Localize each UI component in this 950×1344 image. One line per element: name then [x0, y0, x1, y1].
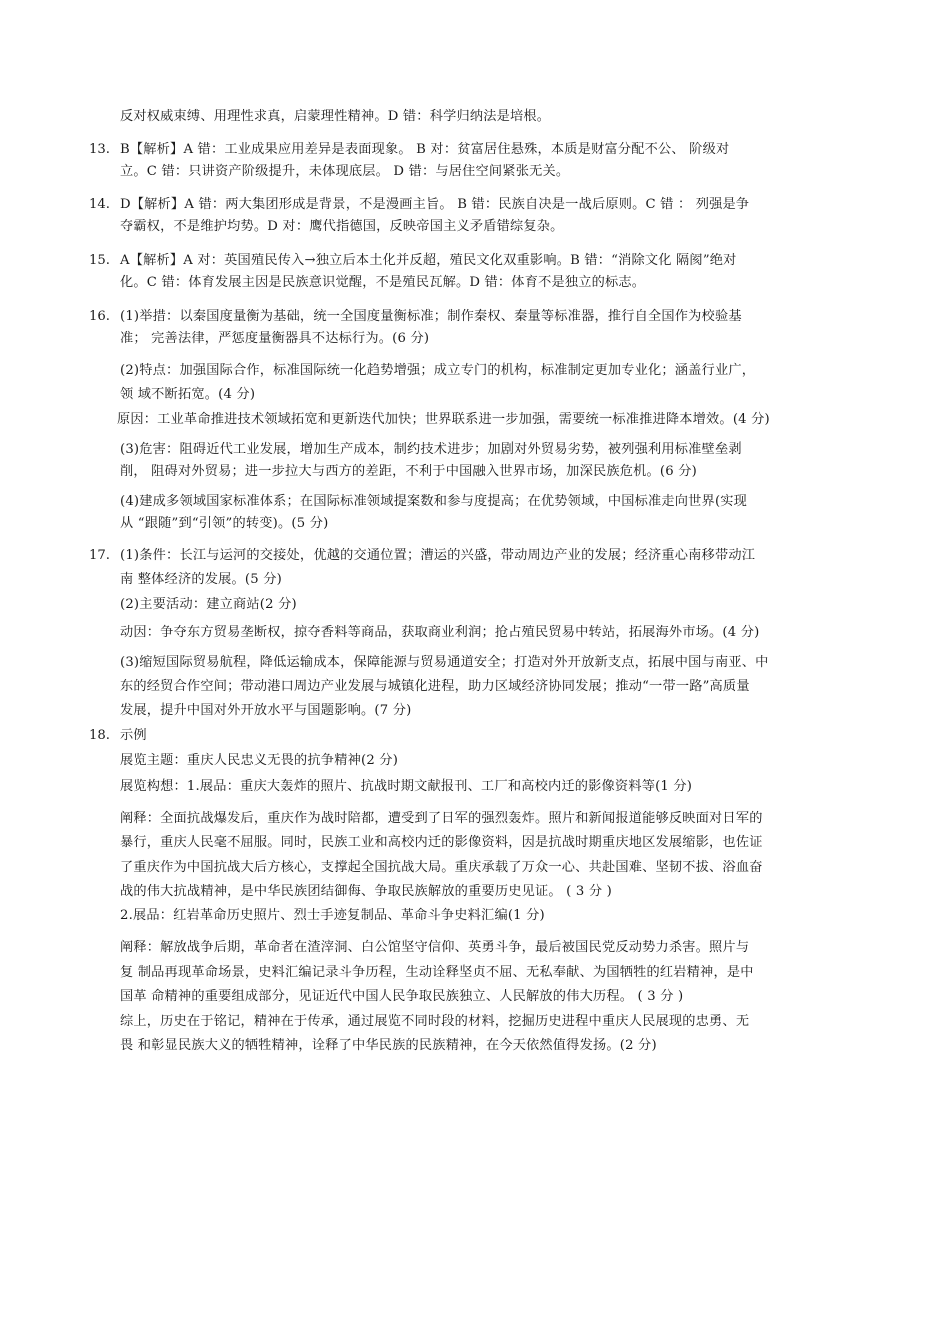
- item-15-number: 15.: [89, 253, 110, 268]
- item-18-line: 综上，历史在于铭记，精神在于传承，通过展览不同时段的材料，挖掘历史进程中重庆人民展现的忠勇、无: [120, 1014, 750, 1029]
- item-16-line: (4)建成多领域国家标准体系；在国际标准领域提案数和参与度提高；在优势领域，中国标准走向世界(实现: [120, 494, 748, 509]
- item-16-line: (2)特点：加强国际合作，标准国际统一化趋势增强；成立专门的机构，标准制定更加专业化；涵盖行业广，: [120, 363, 756, 378]
- item-17-line: 南 整体经济的发展。(5 分): [120, 572, 282, 587]
- item-16-line: (3)危害：阻碍近代工业发展，增加生产成本，制约技术进步；加剧对外贸易劣势，被列强利用标准壁垒剥: [120, 442, 742, 457]
- item-18-line: 展览主题：重庆人民忠义无畏的抗争精神(2 分): [120, 753, 399, 768]
- item-18-line: 战的伟大抗战精神，是中华民族团结御侮、争取民族解放的重要历史见证。 ( 3 分 ): [120, 884, 613, 899]
- item-17-line: (2)主要活动：建立商站(2 分): [120, 597, 297, 612]
- item-16-line: 准； 完善法律，严惩度量衡器具不达标行为。(6 分): [120, 331, 430, 346]
- item-17-number: 17.: [89, 548, 110, 563]
- item-18-number: 18.: [89, 728, 110, 743]
- item-18-line: 阐释：全面抗战爆发后，重庆作为战时陪都，遭受到了日军的强烈轰炸。照片和新闻报道能够反映面对日军的: [120, 811, 763, 826]
- item-18-line: 展览构想：1.展品：重庆大轰炸的照片、抗战时期文献报刊、工厂和高校内迁的影像资料等(1 分): [120, 779, 693, 794]
- item-17-line: 发展，提升中国对外开放水平与国题影响。(7 分): [120, 703, 412, 718]
- item-16-line: (1)举措：以秦国度量衡为基础，统一全国度量衡标准；制作秦权、秦量等标准器，推行自全国作为校验基: [120, 309, 742, 324]
- item-14-number: 14.: [89, 197, 110, 212]
- item-18-line: 2.展品：红岩革命历史照片、烈士手迹复制品、革命斗争史料汇编(1 分): [120, 908, 545, 923]
- item-18-line: 暴行，重庆人民毫不屈服。同时，民族工业和高校内迁的影像资料，因是抗战时期重庆地区发展缩影，也佐证: [120, 835, 763, 850]
- intro-line: 反对权威束缚、用理性求真，启蒙理性精神。D 错：科学归纳法是培根。: [120, 109, 551, 124]
- item-16-line: 从 “跟随”到“引领”的转变)。(5 分): [120, 516, 329, 531]
- item-14-line: 夺霸权，不是维护均势。D 对：鹰代指德国，反映帝国主义矛盾错综复杂。: [120, 219, 564, 234]
- item-17-line: 动因：争夺东方贸易垄断权，掠夺香料等商品，获取商业利润；抢占殖民贸易中转站，拓展海外市场。(4 分): [120, 625, 760, 640]
- item-17-line: (1)条件：长江与运河的交接处，优越的交通位置；漕运的兴盛，带动周边产业的发展；经济重心南移带动江: [120, 548, 756, 563]
- item-18-line: 国革 命精神的重要组成部分，见证近代中国人民争取民族独立、人民解放的伟大历程。 ( 3 分 ): [120, 989, 684, 1004]
- item-13-number: 13.: [89, 142, 110, 157]
- item-15-line: A【解析】A 对：英国殖民传入→独立后本土化并反超，殖民文化双重影响。B 错：“消除文化 隔阂”绝对: [120, 253, 737, 268]
- item-16-line: 领 域不断拓宽。(4 分): [120, 387, 256, 402]
- item-17-line: (3)缩短国际贸易航程，降低运输成本，保障能源与贸易通道安全；打造对外开放新支点，拓展中国与南亚、中: [120, 655, 769, 670]
- item-17-line: 东的经贸合作空间；带动港口周边产业发展与城镇化进程，助力区域经济协同发展；推动“一带一路”高质量: [120, 679, 750, 694]
- item-18-line: 了重庆作为中国抗战大后方核心，支撑起全国抗战大局。重庆承载了万众一心、共赴国难、坚韧不拔、浴血奋: [120, 860, 763, 875]
- item-13-line: 立。C 错：只讲资产阶级提升，未体现底层。 D 错：与居住空间紧张无关。: [120, 164, 570, 179]
- item-18-line: 复 制品再现革命场景，史料汇编记录斗争历程，生动诠释坚贞不屈、无私奉献、为国牺牲的红岩精神，是中: [120, 965, 754, 980]
- item-14-line: D【解析】A 错：两大集团形成是背景，不是漫画主旨。 B 错：民族自决是一战后原则。C 错 ： 列强是争: [120, 197, 750, 212]
- item-16-number: 16.: [89, 309, 110, 324]
- item-18-line: 阐释：解放战争后期，革命者在渣滓洞、白公馆坚守信仰、英勇斗争，最后被国民党反动势力杀害。照片与: [120, 940, 750, 955]
- item-15-line: 化。C 错：体育发展主因是民族意识觉醒，不是殖民瓦解。D 错：体育不是独立的标志。: [120, 275, 646, 290]
- item-13-line: B【解析】A 错：工业成果应用差异是表面现象。 B 对：贫富居住悬殊，本质是财富分配不公、 阶级对: [120, 142, 730, 157]
- item-16-line: 削， 阻碍对外贸易；进一步拉大与西方的差距，不利于中国融入世界市场，加深民族危机。(6 分): [120, 464, 697, 479]
- item-18-line: 示例: [120, 728, 147, 743]
- item-18-line: 畏 和彰显民族大义的牺牲精神，诠释了中华民族的民族精神，在今天依然值得发扬。(2 分): [120, 1038, 657, 1053]
- item-16-line: 原因：工业革命推进技术领域拓宽和更新迭代加快；世界联系进一步加强，需要统一标准推进降本增效。(4 分): [117, 412, 770, 427]
